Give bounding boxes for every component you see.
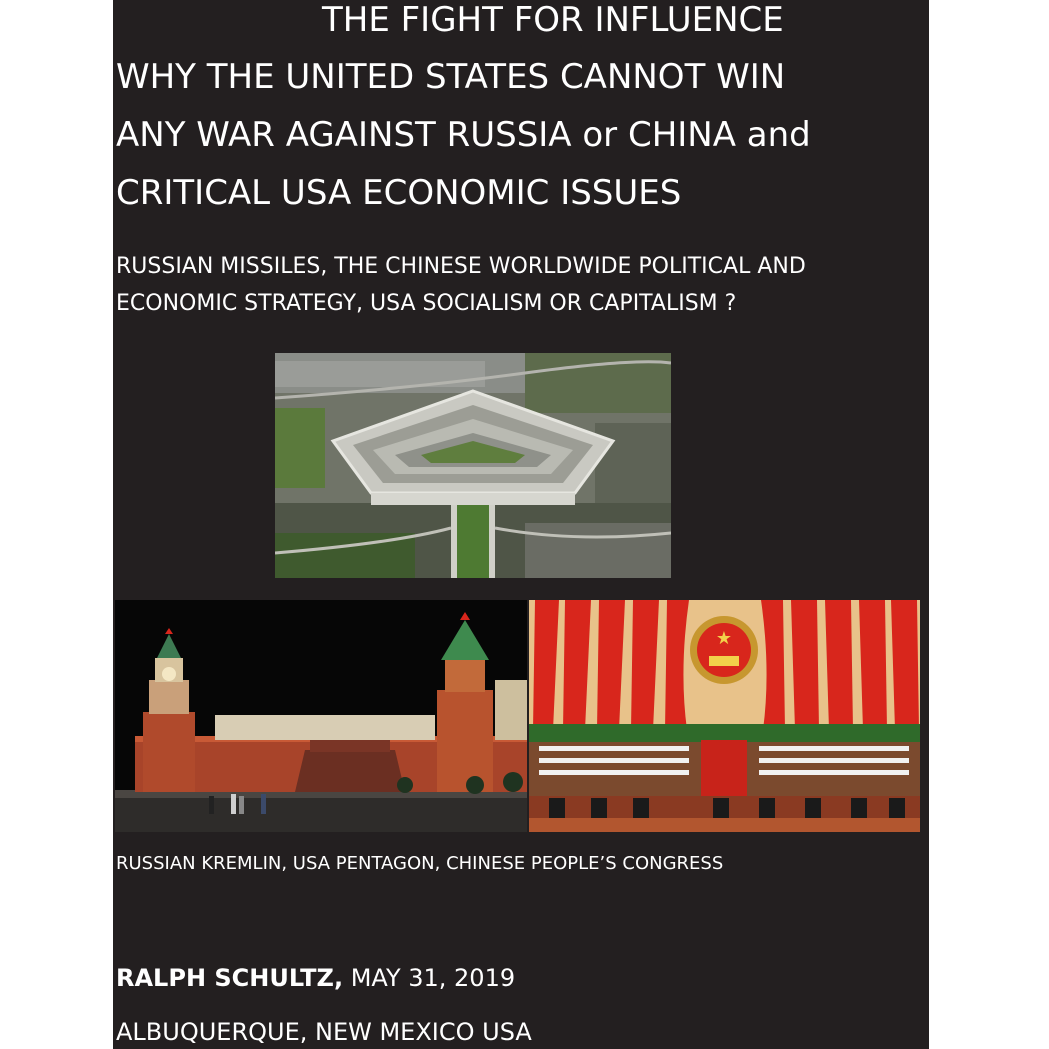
title-line-1: THE FIGHT FOR INFLUENCE xyxy=(322,0,784,40)
kremlin-photo xyxy=(115,600,527,832)
pentagon-photo xyxy=(275,353,671,578)
title-line-3: ANY WAR AGAINST RUSSIA or CHINA and xyxy=(116,115,811,155)
title-line-4: CRITICAL USA ECONOMIC ISSUES xyxy=(116,173,682,213)
title-line-2: WHY THE UNITED STATES CANNOT WIN xyxy=(116,57,786,97)
author-line xyxy=(116,966,515,990)
subtitle-line-1: RUSSIAN MISSILES, THE CHINESE WORLDWIDE POLITICAL AND xyxy=(116,254,806,279)
author-name: RALPH SCHULTZ, xyxy=(116,964,344,992)
author-location: ALBUQUERQUE, NEW MEXICO USA xyxy=(116,1018,532,1046)
svg-text:★: ★ xyxy=(715,628,733,649)
photo-caption: RUSSIAN KREMLIN, USA PENTAGON, CHINESE PEOPLE’S CONGRESS xyxy=(116,853,724,874)
book-cover xyxy=(113,0,929,1049)
subtitle-line-2: ECONOMIC STRATEGY, USA SOCIALISM OR CAPITALISM ? xyxy=(116,291,737,316)
congress-photo xyxy=(529,600,920,832)
publication-date: MAY 31, 2019 xyxy=(343,964,516,992)
